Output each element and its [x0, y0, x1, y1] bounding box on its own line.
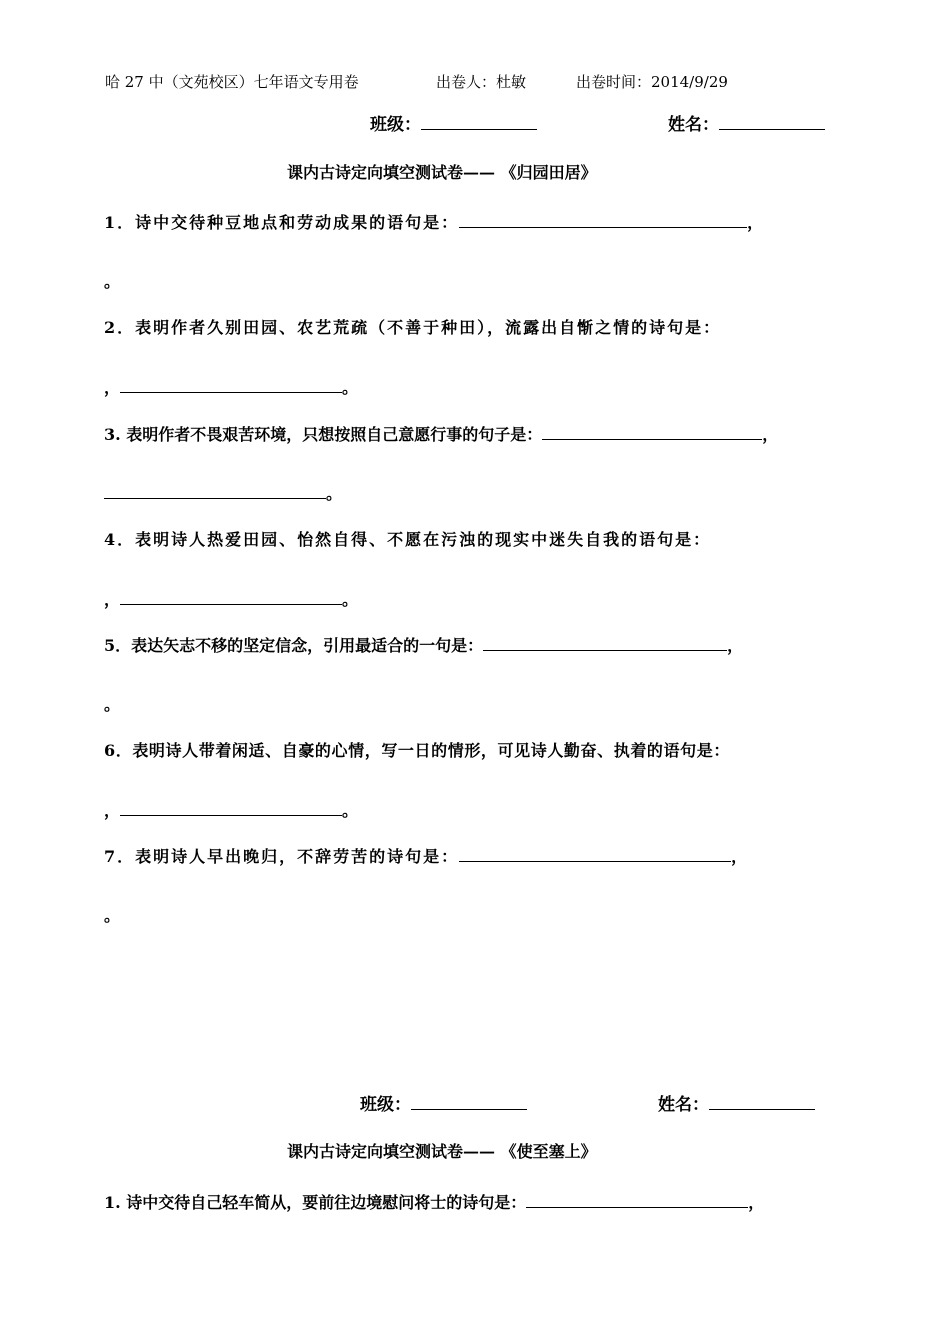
name-blank[interactable] [709, 1095, 815, 1110]
name-label: 姓名： [658, 1095, 709, 1115]
answer-blank[interactable] [459, 213, 747, 228]
comma: ， [104, 590, 121, 609]
answer-blank[interactable] [104, 484, 326, 499]
answer-line-end: 。 [104, 906, 121, 925]
answer-line [104, 590, 358, 610]
answer-line [104, 801, 358, 821]
question-6: 6．表明诗人带着闲适、自豪的心情，写一日的情形，可见诗人勤奋、执着的语句是： [104, 741, 730, 760]
comma: ， [104, 378, 121, 397]
answer-blank[interactable] [120, 590, 342, 605]
answer-line-end: 。 [104, 272, 121, 291]
question-2: 2．表明作者久别田园、农艺荒疏（不善于种田），流露出自惭之情的诗句是： [104, 318, 722, 337]
period: 。 [342, 378, 359, 397]
class-field [370, 115, 537, 135]
header-date: 出卷时间：2014/9/29 [576, 73, 728, 91]
question-text: 7．表明诗人早出晚归，不辞劳苦的诗句是： [104, 847, 460, 866]
class-blank[interactable] [421, 115, 537, 130]
question-text: 3. 表明作者不畏艰苦环境，只想按照自己意愿行事的句子是： [104, 425, 543, 444]
comma: ， [748, 1193, 765, 1212]
class-label: 班级： [360, 1095, 411, 1115]
header-school: 哈 27 中（文苑校区）七年语文专用卷 [105, 73, 359, 91]
class-blank[interactable] [411, 1095, 527, 1110]
comma: ， [762, 425, 779, 444]
period: 。 [342, 801, 359, 820]
name-field-2 [658, 1095, 815, 1115]
question-5 [104, 636, 743, 656]
comma: ， [104, 801, 121, 820]
period: 。 [326, 484, 343, 503]
name-blank[interactable] [719, 115, 825, 130]
comma: ， [747, 213, 766, 232]
answer-line-end: 。 [104, 695, 121, 714]
comma: ， [731, 847, 750, 866]
question-1 [104, 213, 765, 233]
name-label: 姓名： [668, 115, 719, 135]
question-text: 1. 诗中交待自己轻车简从，要前往边境慰问将士的诗句是： [104, 1193, 527, 1212]
period: 。 [342, 590, 359, 609]
answer-blank[interactable] [526, 1193, 748, 1208]
comma: ， [727, 636, 744, 655]
answer-blank[interactable] [120, 801, 342, 816]
header-author: 出卷人：杜敏 [436, 73, 527, 91]
answer-blank[interactable] [542, 425, 762, 440]
question-2-1 [104, 1193, 764, 1213]
question-text: 1．诗中交待种豆地点和劳动成果的语句是： [104, 213, 460, 232]
answer-line [104, 484, 342, 504]
answer-blank[interactable] [483, 636, 727, 651]
class-label: 班级： [370, 115, 421, 135]
question-text: 5．表达矢志不移的坚定信念，引用最适合的一句是： [104, 636, 484, 655]
question-3 [104, 425, 778, 445]
section-title-2: 课内古诗定向填空测试卷—— 《使至塞上》 [287, 1142, 597, 1161]
question-7 [104, 847, 749, 867]
section-title: 课内古诗定向填空测试卷—— 《归园田居》 [287, 163, 597, 182]
answer-blank[interactable] [459, 847, 731, 862]
question-4: 4．表明诗人热爱田园、怡然自得、不愿在污浊的现实中迷失自我的语句是： [104, 530, 712, 549]
class-field-2 [360, 1095, 527, 1115]
answer-blank[interactable] [120, 378, 342, 393]
name-field [668, 115, 825, 135]
answer-line [104, 378, 358, 398]
